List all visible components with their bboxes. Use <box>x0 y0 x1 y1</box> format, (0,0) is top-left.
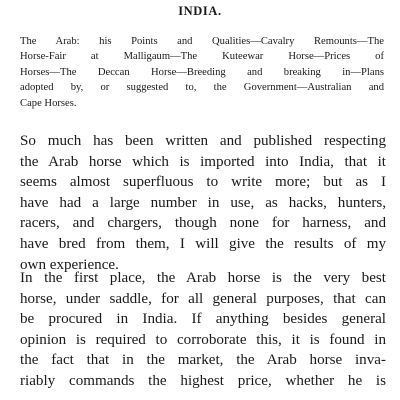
summary-line: Horses—The Deccan Horse—Breeding and breaking in—Plans <box>20 66 384 78</box>
text-line: In the first place, the Arab horse is the very best <box>20 270 386 286</box>
summary-line: Horse-Fair at Malligaum—The Kuteewar Horse—Prices of <box>20 51 384 63</box>
text-line: So much has been written and published respecting <box>20 133 386 149</box>
paragraph-2 <box>20 268 386 392</box>
text-line: seems almost superfluous to write more; but as I <box>20 174 386 191</box>
running-head: INDIA. <box>178 4 222 18</box>
text-line: the fact that in the market, the Arab horse inva- <box>20 352 386 369</box>
text-line: be procured in India. If anything besides general <box>20 311 386 328</box>
paragraph-1 <box>20 131 386 275</box>
text-line: own experience. <box>20 256 119 273</box>
text-line: horse, under saddle, for all general purposes, that can <box>20 290 386 307</box>
text-line: the Arab horse which is imported into India, that it <box>20 153 386 170</box>
text-line: have had a large number in use, as hacks, hunters, <box>20 194 386 211</box>
text-line: opinion is required to corroborate this, it is found in <box>20 331 386 348</box>
summary-line: The Arab: his Points and Qualities—Cavalry Remounts—The <box>20 36 384 47</box>
summary-line: Cape Horses. <box>20 97 77 109</box>
summary-line: adopted by, or suggested to, the Government—Australian and <box>20 82 384 94</box>
text-line: racers, and chargers, though none for harness, and <box>20 215 386 232</box>
text-line: riably commands the highest price, whether he is <box>20 372 386 389</box>
chapter-summary <box>20 34 384 111</box>
text-line: have bred from them, I will give the results of my <box>20 235 386 252</box>
